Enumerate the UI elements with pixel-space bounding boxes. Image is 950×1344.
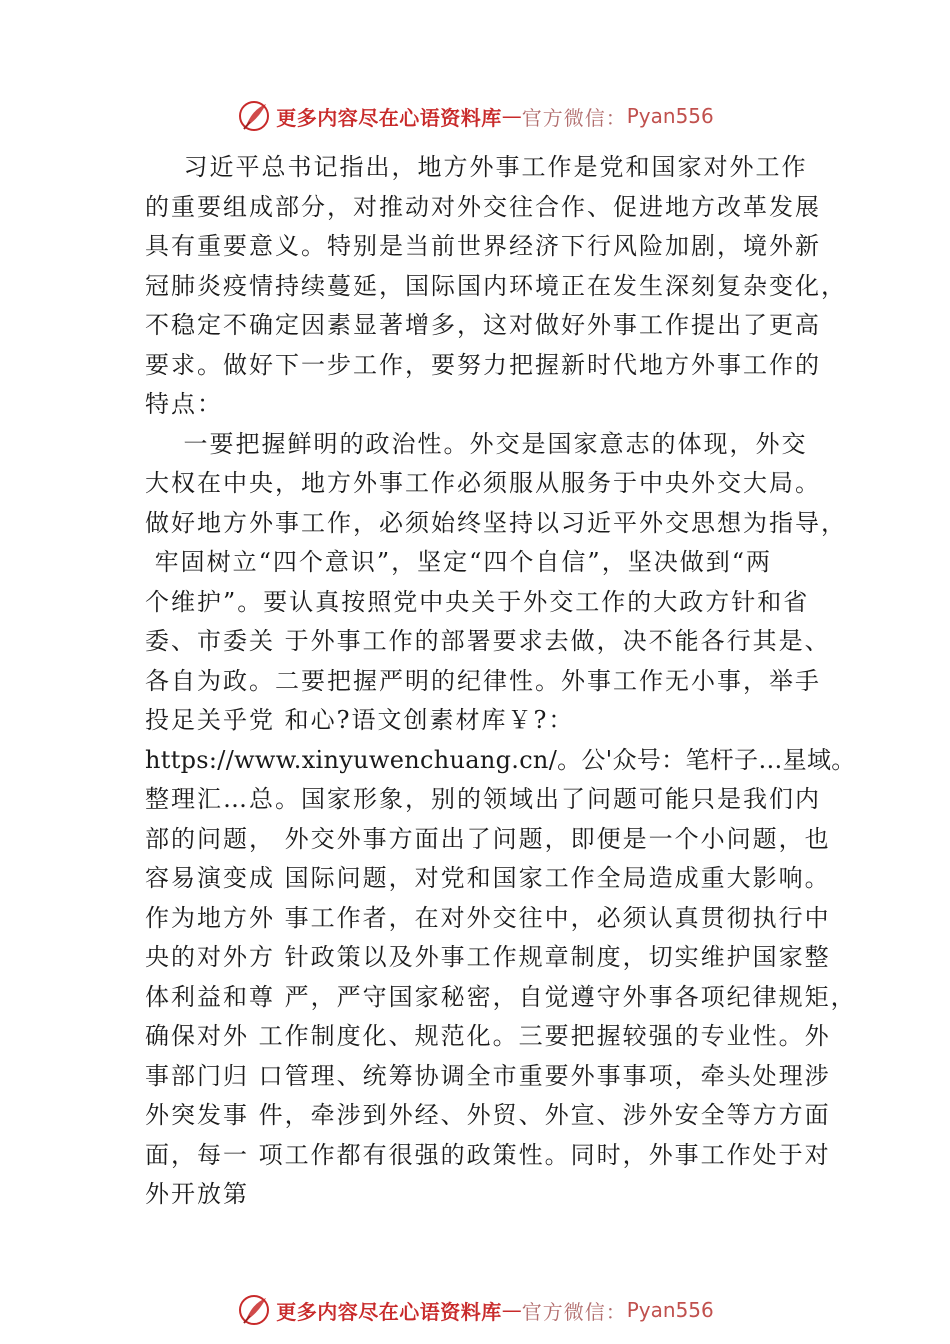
footer-banner (0, 1290, 950, 1330)
text-line: 作为地方外 事工作者，在对外交往中，必须认真贯彻执行中 (145, 903, 831, 932)
text-line: https://www.xinyuwenchuang.cn/。公'众号：笔杆子…星域。 (145, 745, 856, 774)
banner-wechat-id: Pyan556 (626, 1298, 714, 1322)
header-banner (0, 96, 950, 136)
text-line: 容易演变成 国际问题，对党和国家工作全局造成重大影响。 (145, 864, 831, 892)
text-line: 整理汇…总。国家形象，别的领域出了问题可能只是我们内 (145, 785, 821, 813)
text-line: 大权在中央，地方外事工作必须服从服务于中央外交大局。 (145, 469, 821, 497)
text-line: 做好地方外事工作，必须始终坚持以习近平外交思想为指导， (145, 508, 847, 537)
text-line: 事部门归 口管理、统筹协调全市重要外事事项，牵头处理涉 (145, 1061, 831, 1090)
text-line: 习近平总书记指出，地方外事工作是党和国家对外工作 (145, 153, 808, 181)
text-line: 牢固树立“四个意识”，坚定“四个自信”，坚决做到“两 (145, 548, 772, 576)
quill-logo-icon (236, 98, 272, 134)
banner-brand: 更多内容尽在心语资料库 (276, 1299, 502, 1324)
text-line: 一要把握鲜明的政治性。外交是国家意志的体现，外交 (145, 429, 808, 458)
banner-dash: — (501, 104, 522, 128)
text-line: 委、市委关 于外事工作的部署要求去做，决不能各行其是、 (145, 627, 831, 655)
text-line: 要求。做好下一步工作，要努力把握新时代地方外事工作的 (145, 350, 821, 379)
text-line: 体利益和尊 严，严守国家秘密，自觉遵守外事各项纪律规矩， (145, 982, 857, 1011)
text-line: 不稳定不确定因素显著增多，这对做好外事工作提出了更高 (145, 311, 821, 339)
text-line: 特点： (145, 390, 223, 418)
text-line: 的重要组成部分，对推动对外交往合作、促进地方改革发展 (145, 192, 821, 221)
text-line: 部的问题， 外交外事方面出了问题，即便是一个小问题，也 (145, 824, 831, 853)
quill-logo-icon (236, 1292, 272, 1328)
banner-dash: — (501, 1298, 522, 1322)
text-line: 具有重要意义。特别是当前世界经济下行风险加剧，境外新 (145, 232, 821, 260)
banner-wechat-label: 官方微信： (521, 1299, 627, 1324)
text-line: 各自为政。二要把握严明的纪律性。外事工作无小事，举手 (145, 666, 821, 695)
banner-brand: 更多内容尽在心语资料库 (276, 105, 502, 130)
text-line: 确保对外 工作制度化、规范化。三要把握较强的专业性。外 (145, 1022, 831, 1050)
text-line: 央的对外方 针政策以及外事工作规章制度，切实维护国家整 (145, 943, 831, 971)
banner-wechat-id: Pyan556 (626, 104, 714, 128)
banner-wechat-label: 官方微信： (521, 105, 627, 130)
text-line: 冠肺炎疫情持续蔓延，国际国内环境正在发生深刻复杂变化， (145, 271, 847, 300)
text-line: 外突发事 件，牵涉到外经、外贸、外宣、涉外安全等方方面 (145, 1101, 831, 1129)
text-line: 个维护”。要认真按照党中央关于外交工作的大政方针和省 (145, 587, 810, 616)
text-line: 面，每一 项工作都有很强的政策性。同时，外事工作处于对 (145, 1140, 831, 1169)
text-line: 投足关乎党 和心?语文创素材库￥?： (145, 706, 575, 734)
text-line: 外开放第 (145, 1180, 249, 1208)
document-body (145, 148, 857, 1215)
